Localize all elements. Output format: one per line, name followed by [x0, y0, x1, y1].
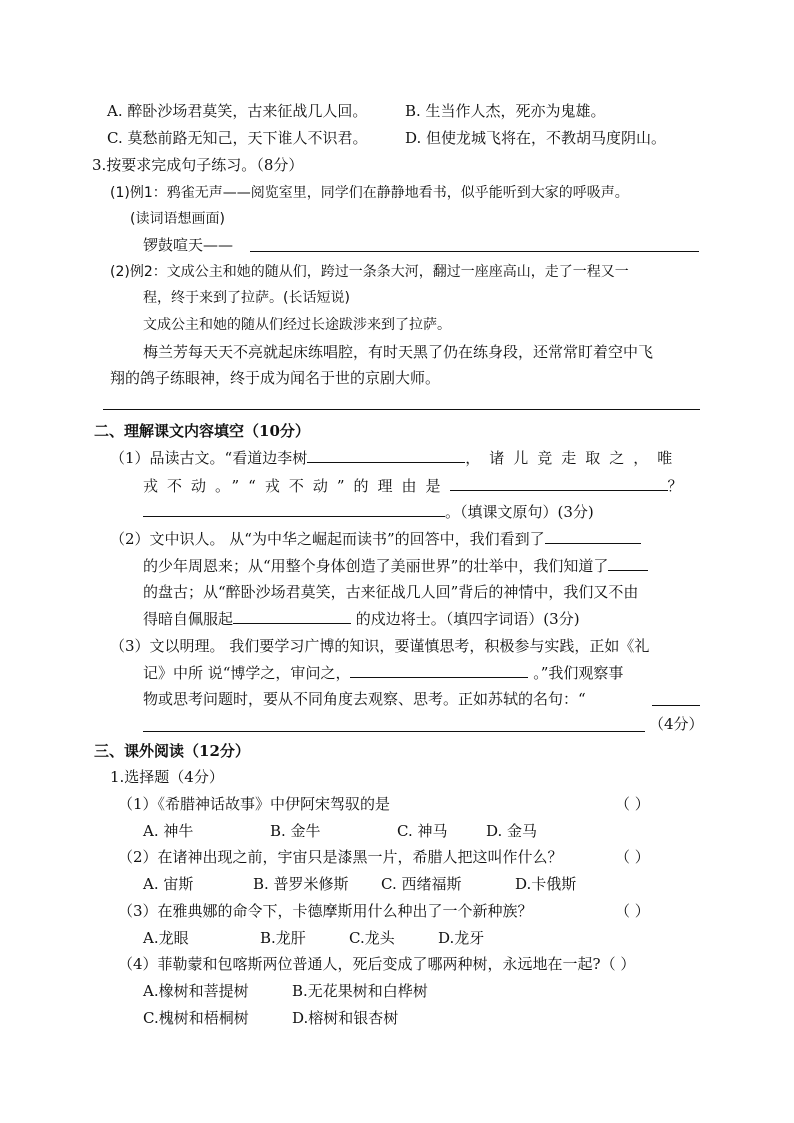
q3-example2: (2)例2：文成公主和她的随从们，跨过一条条大河，翻过一座座高山，走了一程又一 — [110, 264, 629, 280]
s3-q1: （1）《希腊神话故事》中伊阿宋驾驭的是 — [118, 795, 391, 813]
q3-example1: (1)例1：鸦雀无声——阅览室里，同学们在静静地看书，似乎能听到大家的呼吸声。 — [110, 185, 629, 201]
s3-q3-opt-a[interactable]: A.龙眼 — [143, 929, 189, 947]
s2-p2-text-c: 的盘古；从“醉卧沙场君莫笑，古来征战几人回”背后的神情中，我们又不由 — [143, 583, 639, 601]
s3-q1-opt-a[interactable]: A. 神牛 — [143, 822, 194, 840]
s2-p1-text-a: （1）品读古文。“看道边李树 — [110, 449, 308, 467]
s2-blank-4[interactable] — [545, 529, 641, 544]
q3-task-line1: 梅兰芳每天天不亮就起床练唱腔，有时天黑了仍在练身段，还常常盯着空中飞 — [143, 343, 654, 361]
s3-q3-opt-b[interactable]: B.龙肝 — [260, 929, 306, 947]
s2-blank-5[interactable] — [608, 556, 648, 571]
option-b: B. 生当作人杰，死亦为鬼雄。 — [405, 102, 606, 120]
q3-answer-line-2[interactable] — [103, 409, 700, 410]
s2-blank-2[interactable] — [450, 476, 668, 491]
s2-p3-text-b: 记》中所 说“博学之，审问之， — [143, 664, 351, 682]
s2-blank-7[interactable] — [350, 663, 528, 678]
s3-q2-opt-a[interactable]: A. 宙斯 — [143, 875, 194, 893]
section3-heading: 三、课外阅读（12分） — [94, 742, 250, 760]
option-c: C. 莫愁前路无知己，天下谁人不识君。 — [107, 129, 368, 147]
s2-p2-text-e: 的戍边将士。（填四字词语）(3分) — [355, 610, 580, 628]
s2-p3-text-a: （3）文以明理。 我们要学习广博的知识，要谨慎思考，积极参与实践，正如《礼 — [110, 637, 650, 655]
s3-q4: （4）菲勒蒙和包喀斯两位普通人，死后变成了哪两种树，永远地在一起?（ ） — [118, 955, 636, 973]
s2-blank-8a[interactable] — [652, 705, 700, 706]
s2-blank-3[interactable] — [143, 502, 445, 517]
s2-p1-text-c: 戎不动。”“戎不动”的理由是 — [143, 477, 450, 495]
s3-q4-opt-b[interactable]: B.无花果树和白桦树 — [292, 982, 428, 1000]
s3-q4-opt-d[interactable]: D.榕树和银杏树 — [292, 1009, 399, 1027]
s3-q2-opt-d[interactable]: D.卡俄斯 — [515, 875, 577, 893]
s3-q4-opt-c[interactable]: C.槐树和梧桐树 — [143, 1009, 249, 1027]
s2-p1-text-d: ？ — [667, 477, 683, 495]
s2-p2-text-a: （2）文中识人。 从“为中华之崛起而读书”的回答中，我们看到了 — [110, 530, 545, 548]
s2-p1-text-e: 。（填课文原句）(3分) — [445, 503, 594, 521]
s2-p2-text-b: 的少年周恩来；从“用整个身体创造了美丽世界”的壮举中，我们知道了 — [143, 557, 609, 575]
s2-blank-6[interactable] — [233, 609, 351, 624]
q3-answer-line-1[interactable] — [250, 251, 699, 252]
s3-q1-paren[interactable]: （ ） — [615, 795, 650, 813]
q3-example2-cont: 程，终于来到了拉萨。(长话短说) — [143, 290, 350, 306]
section2-heading: 二、理解课文内容填空（10分） — [94, 422, 310, 440]
s2-p3-score: （4分） — [649, 715, 704, 733]
s2-p2-text-d: 得暗自佩服起 — [143, 610, 234, 628]
s2-p1-text-b: ，诸儿竞走取之，唯 — [465, 449, 682, 467]
q3-example1-note: (读词语想画面) — [130, 211, 225, 227]
s3-q3-opt-d[interactable]: D.龙牙 — [438, 929, 485, 947]
s3-q1-opt-b[interactable]: B. 金牛 — [270, 822, 321, 840]
q3-title: 3.按要求完成句子练习。（8分） — [92, 156, 304, 174]
s3-q2: （2）在诸神出现之前，宇宙只是漆黑一片，希腊人把这叫作什么？ — [118, 848, 563, 866]
s2-p3-text-c: 。”我们观察事 — [533, 664, 624, 682]
s2-blank-8b[interactable] — [143, 731, 645, 732]
s3-q1-opt-d[interactable]: D. 金马 — [486, 822, 538, 840]
q3-prompt: 锣鼓喧天—— — [143, 236, 234, 254]
s3-q3: （3）在雅典娜的命令下，卡德摩斯用什么种出了一个新种族？ — [118, 902, 533, 920]
option-d: D. 但使龙城飞将在，不教胡马度阴山。 — [405, 129, 667, 147]
s3-q4-opt-a[interactable]: A.橡树和菩提树 — [143, 982, 249, 1000]
s3-q2-opt-c[interactable]: C. 西绪福斯 — [381, 875, 462, 893]
s3-q3-opt-c[interactable]: C.龙头 — [349, 929, 395, 947]
s3-q1-opt-c[interactable]: C. 神马 — [397, 822, 448, 840]
q3-example2-answer: 文成公主和她的随从们经过长途跋涉来到了拉萨。 — [143, 317, 451, 333]
s3-q3-paren[interactable]: （ ） — [615, 902, 650, 920]
option-a: A. 醉卧沙场君莫笑，古来征战几人回。 — [107, 102, 368, 120]
s2-blank-1[interactable] — [307, 448, 465, 463]
q3-task-line2: 翔的鸽子练眼神，终于成为闻名于世的京剧大师。 — [110, 369, 441, 387]
s3-q2-opt-b[interactable]: B. 普罗米修斯 — [253, 875, 349, 893]
s3-q2-paren[interactable]: （ ） — [615, 848, 650, 866]
section3-subheading: 1.选择题（4分） — [110, 768, 224, 786]
s2-p3-text-d: 物或思考问题时，要从不同角度去观察、思考。正如苏轼的名句：“ — [143, 690, 586, 708]
